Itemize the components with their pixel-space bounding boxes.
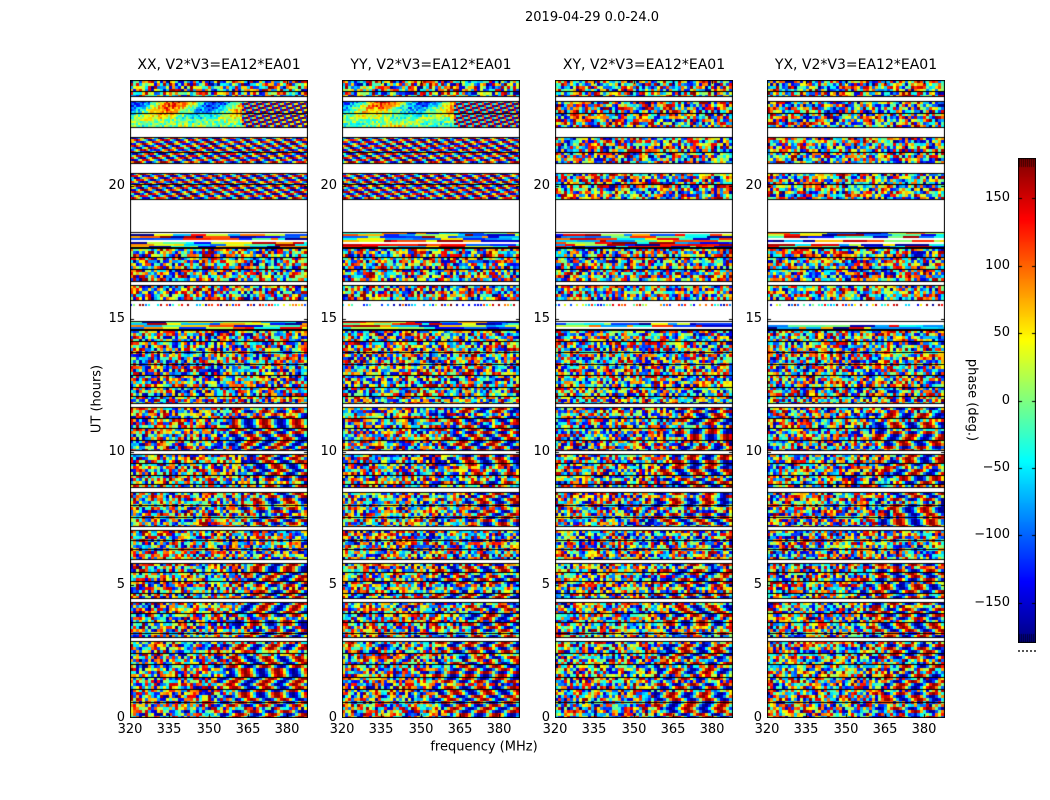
y-tick-label: 10 [320, 444, 337, 459]
y-tick-label: 0 [328, 710, 337, 725]
x-tick-label: 365 [872, 722, 898, 737]
waterfall-canvas-yx [767, 80, 945, 718]
colorbar-tick-label: −150 [974, 595, 1010, 610]
y-tick-label: 10 [108, 444, 125, 459]
x-tick-label: 335 [156, 722, 182, 737]
x-tick-label: 320 [754, 722, 780, 737]
waterfall-canvas-yy [342, 80, 520, 718]
colorbar-tick-label: −100 [974, 527, 1010, 542]
x-tick-label: 380 [274, 722, 300, 737]
colorbar-tick-label: 150 [985, 190, 1010, 205]
y-axis-label: UT (hours) [89, 364, 105, 434]
colorbar-tick-label: −50 [982, 460, 1010, 475]
y-tick-label: 0 [753, 710, 762, 725]
y-tick-label: 15 [533, 311, 550, 326]
colorbar-tick-label: 100 [985, 258, 1010, 273]
x-tick-label: 320 [117, 722, 143, 737]
panel-title-yy: YY, V2*V3=EA12*EA01 [350, 57, 512, 73]
x-tick-label: 380 [486, 722, 512, 737]
x-tick-label: 380 [911, 722, 937, 737]
x-tick-label: 335 [581, 722, 607, 737]
y-tick-label: 10 [533, 444, 550, 459]
colorbar-extend-dots [1018, 650, 1036, 652]
colorbar-tick-label: 0 [1001, 393, 1010, 408]
x-tick-label: 350 [196, 722, 222, 737]
y-tick-label: 5 [116, 577, 125, 592]
y-tick-label: 20 [108, 178, 125, 193]
y-tick-label: 0 [116, 710, 125, 725]
x-tick-label: 320 [542, 722, 568, 737]
x-tick-label: 365 [660, 722, 686, 737]
y-tick-label: 20 [320, 178, 337, 193]
y-tick-label: 0 [541, 710, 550, 725]
panel-title-xy: XY, V2*V3=EA12*EA01 [562, 57, 726, 73]
y-tick-label: 10 [745, 444, 762, 459]
x-tick-label: 350 [833, 722, 859, 737]
x-axis-label: frequency (MHz) [430, 739, 538, 755]
x-tick-label: 335 [793, 722, 819, 737]
waterfall-canvas-xy [555, 80, 733, 718]
x-tick-label: 365 [235, 722, 261, 737]
y-tick-label: 5 [328, 577, 337, 592]
waterfall-canvas-xx [130, 80, 308, 718]
x-tick-label: 350 [408, 722, 434, 737]
x-tick-label: 365 [447, 722, 473, 737]
colorbar [1018, 158, 1036, 643]
y-tick-label: 20 [533, 178, 550, 193]
x-tick-label: 335 [368, 722, 394, 737]
y-tick-label: 5 [753, 577, 762, 592]
panel-title-yx: YX, V2*V3=EA12*EA01 [774, 57, 938, 73]
x-tick-label: 320 [329, 722, 355, 737]
colorbar-tick-label: 50 [993, 325, 1010, 340]
panel-title-xx: XX, V2*V3=EA12*EA01 [137, 57, 301, 73]
figure-title: 2019-04-29 0.0-24.0 [525, 10, 659, 25]
colorbar-label: phase (deg.) [964, 358, 980, 442]
x-tick-label: 350 [621, 722, 647, 737]
y-tick-label: 20 [745, 178, 762, 193]
y-tick-label: 5 [541, 577, 550, 592]
x-tick-label: 380 [699, 722, 725, 737]
y-tick-label: 15 [745, 311, 762, 326]
y-tick-label: 15 [320, 311, 337, 326]
y-tick-label: 15 [108, 311, 125, 326]
